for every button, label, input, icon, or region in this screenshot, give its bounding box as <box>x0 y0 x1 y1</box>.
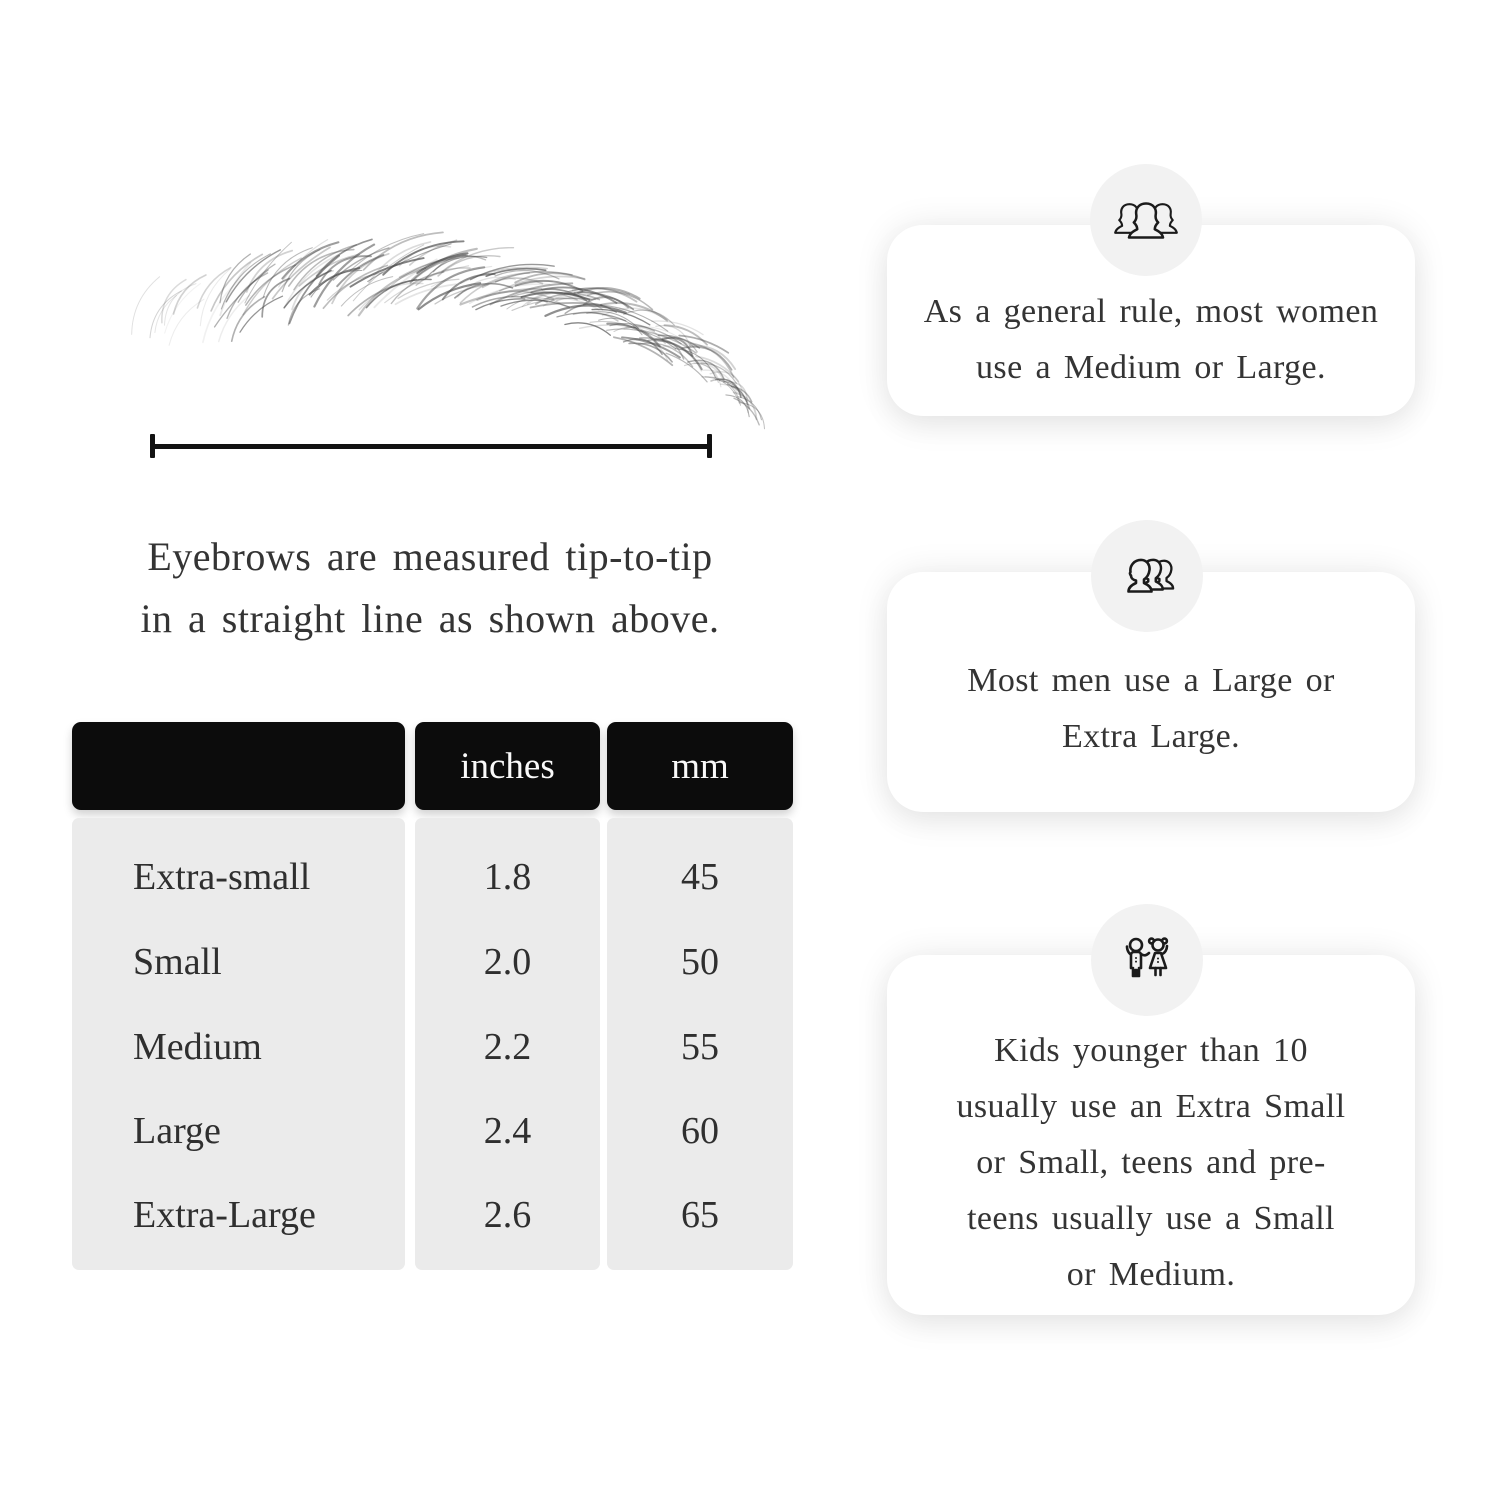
men-icon-circle <box>1091 520 1203 632</box>
mm-value-cell: 55 <box>681 1026 719 1068</box>
women-group-icon <box>1111 191 1181 249</box>
mm-value-cell: 50 <box>681 941 719 983</box>
size-label-cell: Medium <box>133 1026 262 1068</box>
table-row <box>0 1022 800 1072</box>
measurement-line-bar <box>152 444 710 449</box>
measurement-line-right-tick <box>707 434 712 458</box>
size-label-cell: Extra-Large <box>133 1194 316 1236</box>
size-table-header-mm: mm <box>607 722 793 810</box>
caption-line-1: Eyebrows are measured tip-to-tip <box>147 534 713 579</box>
men-group-icon <box>1111 547 1183 605</box>
mm-value-cell: 45 <box>681 856 719 898</box>
inches-value-cell: 2.4 <box>483 1110 532 1152</box>
size-label-cell: Extra-small <box>133 856 311 898</box>
table-row <box>0 937 800 987</box>
info-card-text: Kids younger than 10 usually use an Extra Small or Small, teens and pre-teens usually use a Small or Medium. <box>956 1032 1346 1293</box>
info-card-text: As a general rule, most women use a Medium or Large. <box>923 292 1379 386</box>
table-row <box>0 1106 800 1156</box>
eyebrow-illustration <box>90 195 770 445</box>
inches-value-cell: 2.0 <box>483 941 532 983</box>
inches-value-cell: 1.8 <box>483 856 532 898</box>
size-table-header-name <box>72 722 405 810</box>
table-row <box>0 1190 800 1240</box>
inches-value-cell: 2.2 <box>483 1026 532 1068</box>
mm-value-cell: 60 <box>681 1110 719 1152</box>
measurement-line <box>150 433 712 459</box>
women-icon-circle <box>1090 164 1202 276</box>
size-label-cell: Small <box>133 941 222 983</box>
size-table-header-inches: inches <box>415 722 600 810</box>
size-label-cell: Large <box>133 1110 221 1152</box>
mm-value-cell: 65 <box>681 1194 719 1236</box>
inches-value-cell: 2.6 <box>483 1194 532 1236</box>
info-card-text: Most men use a Large or Extra Large. <box>967 662 1335 755</box>
kids-icon <box>1111 928 1183 992</box>
table-row <box>0 852 800 902</box>
measurement-caption <box>95 526 765 650</box>
caption-line-2: in a straight line as shown above. <box>140 596 720 641</box>
kids-icon-circle <box>1091 904 1203 1016</box>
